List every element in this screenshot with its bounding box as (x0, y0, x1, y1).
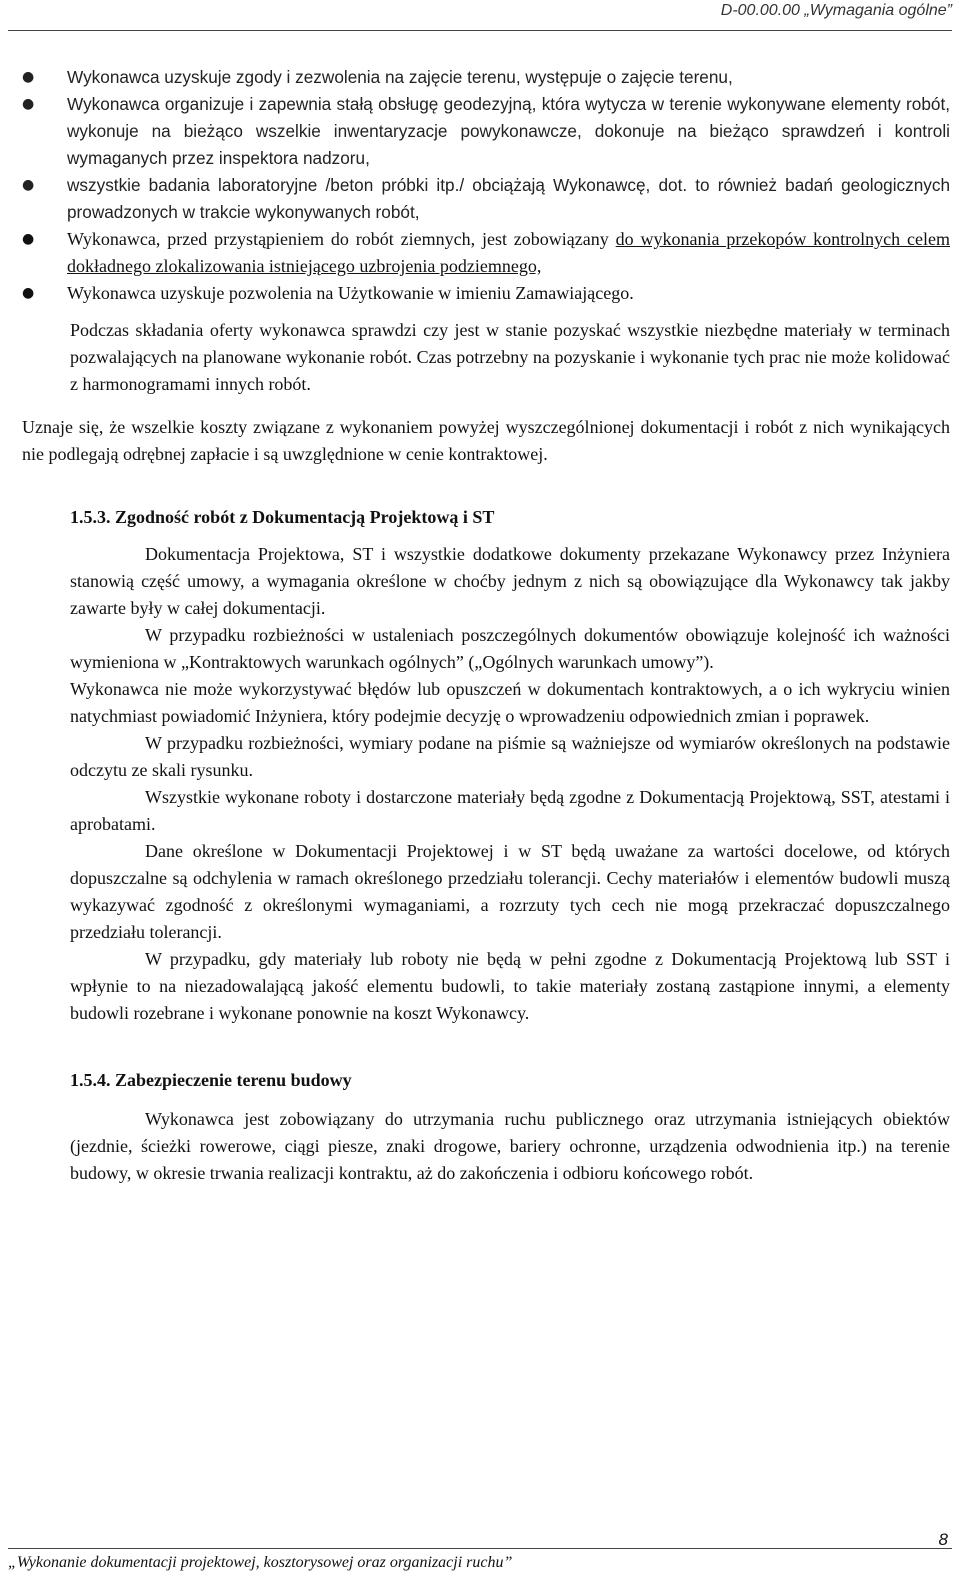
paragraph: W przypadku rozbieżności w ustaleniach poszczególnych dokumentów obowiązuje kolejność ich ważności wymieniona w „Kontraktowych warunkach ogólnych” („Ogólnych warunkach umowy”). (70, 625, 950, 672)
paragraph: W przypadku rozbieżności, wymiary podane na piśmie są ważniejsze od wymiarów określonych na podstawie odczytu ze skali rysunku. (70, 733, 950, 780)
paragraph: Wykonawca jest zobowiązany do utrzymania ruchu publicznego oraz utrzymania istniejących obiektów (jezdnie, ścieżki rowerowe, ciągi piesze, znaki drogowe, bariery ochronne, urządzenia odwodnienia itp.) na terenie budowy, w okresie trwania realizacji kontraktu, aż do zakończenia i odbioru końcowego robót. (70, 1109, 950, 1183)
list-item: ● Wykonawca uzyskuje pozwolenia na Użytkowanie w imieniu Zamawiającego. (0, 280, 950, 307)
paragraph: W przypadku, gdy materiały lub roboty nie będą w pełni zgodne z Dokumentacją Projektową lub SST i wpłynie to na niezadowalającą jakość elementu budowli, to takie materiały zostaną zastąpione innymi, a elementy budowli rozebrane i wykonane ponownie na koszt Wykonawcy. (70, 949, 950, 1023)
bullet-icon: ● (22, 177, 35, 193)
paragraph-offer: Podczas składania oferty wykonawca sprawdzi czy jest w stanie pozyskać wszystkie niezbędne materiały w terminach pozwalających na planowane wykonanie robót. Czas potrzebny na pozyskanie i wykonanie tych prac nie może kolidować z harmonogramami innych robót. (70, 320, 950, 394)
bullet-icon: ● (22, 96, 35, 112)
footer-divider (8, 1548, 952, 1549)
paragraph: Wykonawca nie może wykorzystywać błędów lub opuszczeń w dokumentach kontraktowych, a o ich wykryciu winien natychmiast powiadomić Inżyniera, który podejmie decyzję o wprowadzeniu odpowiednich zmian i poprawek. (70, 679, 950, 726)
paragraph: Dane określone w Dokumentacji Projektowej i w ST będą uważane za wartości docelowe, od których dopuszczalne są odchylenia w ramach określonego przedziału tolerancji. Cechy materiałów i elementów budowli muszą wykazywać zgodność z określonymi wymaganiami, a rozrzuty tych cech nie mogą przekraczać dopuszczalnego przedziału tolerancji. (70, 841, 950, 942)
list-item: ● Wykonawca organizuje i zapewnia stałą obsługę geodezyjną, która wytycza w terenie wykonywane elementy robót, wykonuje na bieżąco wszelkie inwentaryzacje powykonawcze, dokonuje na bieżąco sprawdzeń i kontroli wymaganych przez inspektora nadzoru, (0, 91, 950, 172)
paragraph-costs: Uznaje się, że wszelkie koszty związane z wykonaniem powyżej wyszczególnionej dokumentacji i robót z nich wynikających nie podlegają odrębnej zapłacie i są uwzględnione w cenie kontraktowej. (22, 417, 950, 464)
running-footer: „Wykonanie dokumentacji projektowej, kosztorysowej oraz organizacji ruchu” (8, 1554, 513, 1571)
section-heading-1-5-4: 1.5.4. Zabezpieczenie terenu budowy (70, 1070, 352, 1090)
list-item: ● Wykonawca, przed przystąpieniem do robót ziemnych, jest zobowiązany do wykonania przekopów kontrolnych celem dokładnego zlokalizowania istniejącego uzbrojenia podziemnego, (0, 226, 950, 280)
page-number: 8 (938, 1530, 948, 1549)
bullet-icon: ● (22, 285, 35, 301)
section-heading-1-5-3: 1.5.3. Zgodność robót z Dokumentacją Projektową i ST (70, 507, 495, 527)
bullet-list (22, 64, 950, 307)
bullet-icon: ● (22, 231, 35, 247)
paragraph: Dokumentacja Projektowa, ST i wszystkie dodatkowe dokumenty przekazane Wykonawcy przez Inżyniera stanowią część umowy, a wymagania określone w choćby jednym z nich są obowiązujące dla Wykonawcy tak jakby zawarte były w całej dokumentacji. (70, 544, 950, 618)
header-divider (8, 30, 952, 31)
paragraph: Wszystkie wykonane roboty i dostarczone materiały będą zgodne z Dokumentacją Projektową, SST, atestami i aprobatami. (70, 787, 950, 834)
bullet-icon: ● (22, 69, 35, 85)
running-header: D-00.00.00 „Wymagania ogólne” (720, 2, 952, 19)
page-content (22, 64, 950, 1187)
list-item: ● Wykonawca uzyskuje zgody i zezwolenia na zajęcie terenu, występuje o zajęcie terenu, (0, 64, 950, 91)
list-item: ● wszystkie badania laboratoryjne /beton próbki itp./ obciążają Wykonawcę, dot. to również badań geologicznych prowadzonych w trakcie wykonywanych robót, (0, 172, 950, 226)
